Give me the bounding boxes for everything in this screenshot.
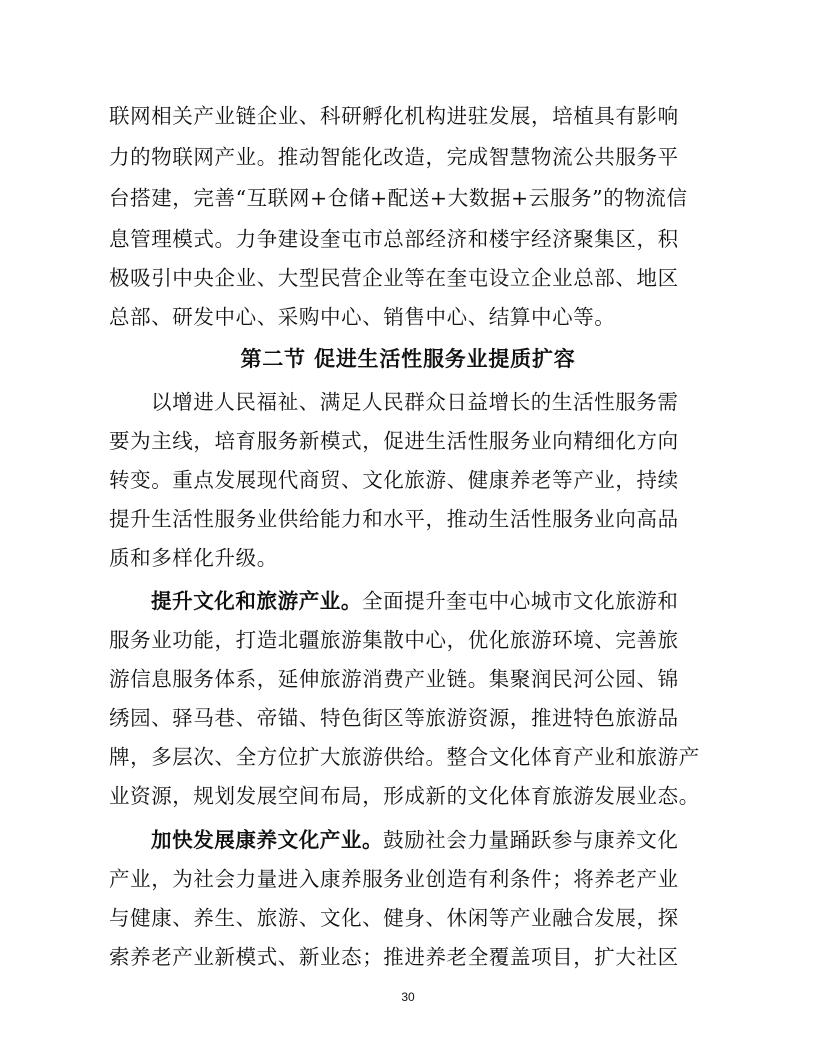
text-span: 鼓励社会力量踊跃参与康养文化 — [383, 828, 679, 852]
text-line: 牌，多层次、全方位扩大旅游供给。整合文化体育产业和旅游产 — [109, 745, 700, 769]
paragraph-lead: 提升文化和旅游产业。 — [151, 589, 362, 613]
text-line: 要为主线，培育服务新模式，促进生活性服务业向精细化方向 — [109, 429, 679, 453]
text-line: 极吸引中央企业、大型民营企业等在奎屯设立企业总部、地区 — [109, 266, 679, 290]
text-line — [151, 588, 711, 614]
text-line — [151, 827, 711, 853]
paragraph-lead: 加快发展康养文化产业。 — [151, 828, 384, 852]
text-line: 台搭建，完善“互联网+仓储+配送+大数据+云服务”的物流信 — [109, 186, 688, 210]
text-line: 转变。重点发展现代商贸、文化旅游、健康养老等产业，持续 — [109, 468, 679, 492]
text-line: 息管理模式。力争建设奎屯市总部经济和楼宇经济聚集区，积 — [109, 227, 679, 251]
text-line: 提升生活性服务业供给能力和水平，推动生活性服务业向高品 — [109, 507, 679, 531]
text-line: 与健康、养生、旅游、文化、健身、休闲等产业融合发展，探 — [109, 906, 679, 930]
text-line: 联网相关产业链企业、科研孵化机构进驻发展，培植具有影响 — [109, 104, 679, 128]
text-span: 全面提升奎屯中心城市文化旅游和 — [362, 589, 679, 613]
text-line: 质和多样化升级。 — [109, 546, 278, 570]
text-line: 游信息服务体系，延伸旅游消费产业链。集聚润民河公园、锦 — [109, 667, 679, 691]
section-heading: 第二节 促进生活性服务业提质扩容 — [240, 347, 576, 371]
text-line: 业资源，规划发展空间布局，形成新的文化体育旅游发展业态。 — [109, 784, 700, 808]
text-line: 产业，为社会力量进入康养服务业创造有利条件；将养老产业 — [109, 867, 679, 891]
text-line: 以增进人民福祉、满足人民群众日益增长的生活性服务需 — [151, 390, 679, 414]
page-number: 30 — [401, 990, 415, 1004]
text-line: 总部、研发中心、采购中心、销售中心、结算中心等。 — [109, 305, 616, 329]
text-line: 服务业功能，打造北疆旅游集散中心，优化旅游环境、完善旅 — [109, 628, 679, 652]
text-line: 绣园、驿马巷、帝锚、特色街区等旅游资源，推进特色旅游品 — [109, 706, 679, 730]
text-line: 力的物联网产业。推动智能化改造，完成智慧物流公共服务平 — [109, 145, 679, 169]
text-line: 索养老产业新模式、新业态；推进养老全覆盖项目，扩大社区 — [109, 945, 679, 969]
